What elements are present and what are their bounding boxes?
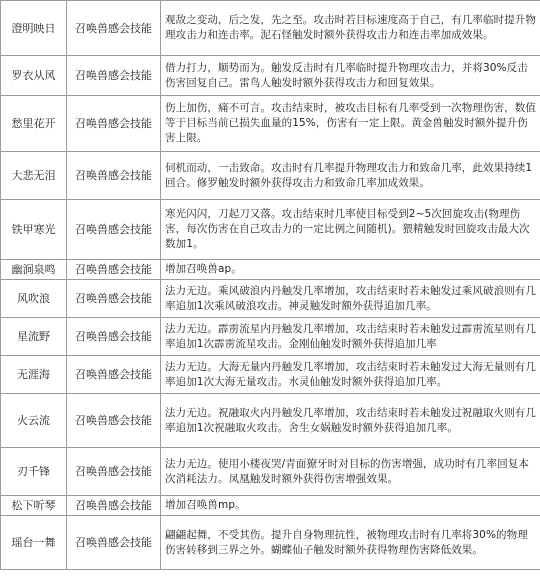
skill-type: 召唤兽感会技能 — [67, 280, 161, 318]
skill-description: 法力无边。使用小楼夜哭/青面獠牙时对目标的伤害增强，成功时有几率回复本次消耗法力。凤凰触发时额外获得伤害增强效果。 — [161, 448, 540, 496]
skill-name: 罗衣从风 — [1, 56, 67, 96]
skill-name: 澄明映日 — [1, 1, 67, 56]
skill-type: 召唤兽感会技能 — [67, 394, 161, 448]
skill-name: 松下听琴 — [1, 496, 67, 516]
skill-description: 观敌之变动，后之发，先之至。攻击时若目标速度高于自己，有几率临时提升物理攻击力和连击率。泥石怪触发时额外获得攻击力和连击率加成效果。 — [161, 1, 540, 56]
skill-description: 法力无边。乘风破浪内丹触发几率增加，攻击结束时若未触发过乘风破浪则有几率追加1次乘风破浪攻击。神灵触发时额外获得追加几率。 — [161, 280, 540, 318]
skill-description: 伤上加伤，痛不可言。攻击结束时，被攻击目标有几率受到一次物理伤害，数值等于目标当前已损失血量的15%，伤害有一定上限。黄金兽触发时额外提升伤害上限。 — [161, 96, 540, 152]
skill-name: 幽涧泉鸣 — [1, 260, 67, 280]
skill-type: 召唤兽感会技能 — [67, 152, 161, 200]
table-row — [1, 260, 540, 280]
skill-description: 增加召唤兽mp。 — [161, 496, 540, 516]
skill-type: 召唤兽感会技能 — [67, 318, 161, 356]
table-row — [1, 318, 540, 356]
skill-description: 法力无边。大海无量内丹触发几率增加，攻击结束时若未触发过大海无量则有几率追加1次大海无量攻击。水灵仙触发时额外获得追加几率。 — [161, 356, 540, 394]
skill-name: 愁里花开 — [1, 96, 67, 152]
skill-name: 风吹浪 — [1, 280, 67, 318]
skill-name: 铁甲寒光 — [1, 200, 67, 260]
skill-description: 法力无边。霹雳流星内丹触发几率增加，攻击结束时若未触发过霹雳流星则有几率追加1次霹雳流星攻击。金刚仙触发时额外获得追加几率 — [161, 318, 540, 356]
table-row — [1, 516, 540, 570]
table-row — [1, 448, 540, 496]
table-row — [1, 152, 540, 200]
table-row — [1, 200, 540, 260]
skill-name: 星流野 — [1, 318, 67, 356]
skill-description: 翩翩起舞，不受其伤。提升自身物理抗性，被物理攻击时有几率将30%的物理伤害转移到三界之外。蝴蝶仙子触发时额外获得物理伤害降低效果。 — [161, 516, 540, 570]
skill-description: 伺机而动，一击致命。攻击时有几率提升物理攻击力和致命几率，此效果持续1回合。修罗触发时额外获得攻击力和致命几率加成效果。 — [161, 152, 540, 200]
skill-type: 召唤兽感会技能 — [67, 516, 161, 570]
skill-type: 召唤兽感会技能 — [67, 356, 161, 394]
table-row — [1, 356, 540, 394]
table-row — [1, 394, 540, 448]
skill-type: 召唤兽感会技能 — [67, 200, 161, 260]
skill-name: 刃千锋 — [1, 448, 67, 496]
skill-name: 无涯海 — [1, 356, 67, 394]
skill-type: 召唤兽感会技能 — [67, 260, 161, 280]
table-row — [1, 56, 540, 96]
skill-description: 法力无边。祝融取火内丹触发几率增加，攻击结束时若未触发过祝融取火则有几率追加1次祝融取火攻击。舍生女娲触发时额外获得追加几率。 — [161, 394, 540, 448]
skill-description: 寒光闪闪，刀起刀又落。攻击结束时几率使目标受到2~5次回旋攻击(物理伤害，每次伤害在自己攻击力的一定比例之间随机)。猥精触发时回旋攻击最大次数加1。 — [161, 200, 540, 260]
table-row — [1, 96, 540, 152]
skill-type: 召唤兽感会技能 — [67, 448, 161, 496]
skill-type: 召唤兽感会技能 — [67, 96, 161, 152]
skill-type: 召唤兽感会技能 — [67, 496, 161, 516]
skill-type: 召唤兽感会技能 — [67, 56, 161, 96]
skill-type: 召唤兽感会技能 — [67, 1, 161, 56]
skill-description: 借力打力，顺势而为。触发反击时有几率临时提升物理攻击力，并将30%反击伤害回复自己。雷鸟人触发时额外获得攻击力和回复效果。 — [161, 56, 540, 96]
skill-name: 瑶台一舞 — [1, 516, 67, 570]
table-row — [1, 280, 540, 318]
table-row — [1, 496, 540, 516]
skill-name: 火云流 — [1, 394, 67, 448]
skill-table-body — [1, 1, 540, 570]
skill-name: 大悲无泪 — [1, 152, 67, 200]
table-row — [1, 1, 540, 56]
skill-description: 增加召唤兽ap。 — [161, 260, 540, 280]
